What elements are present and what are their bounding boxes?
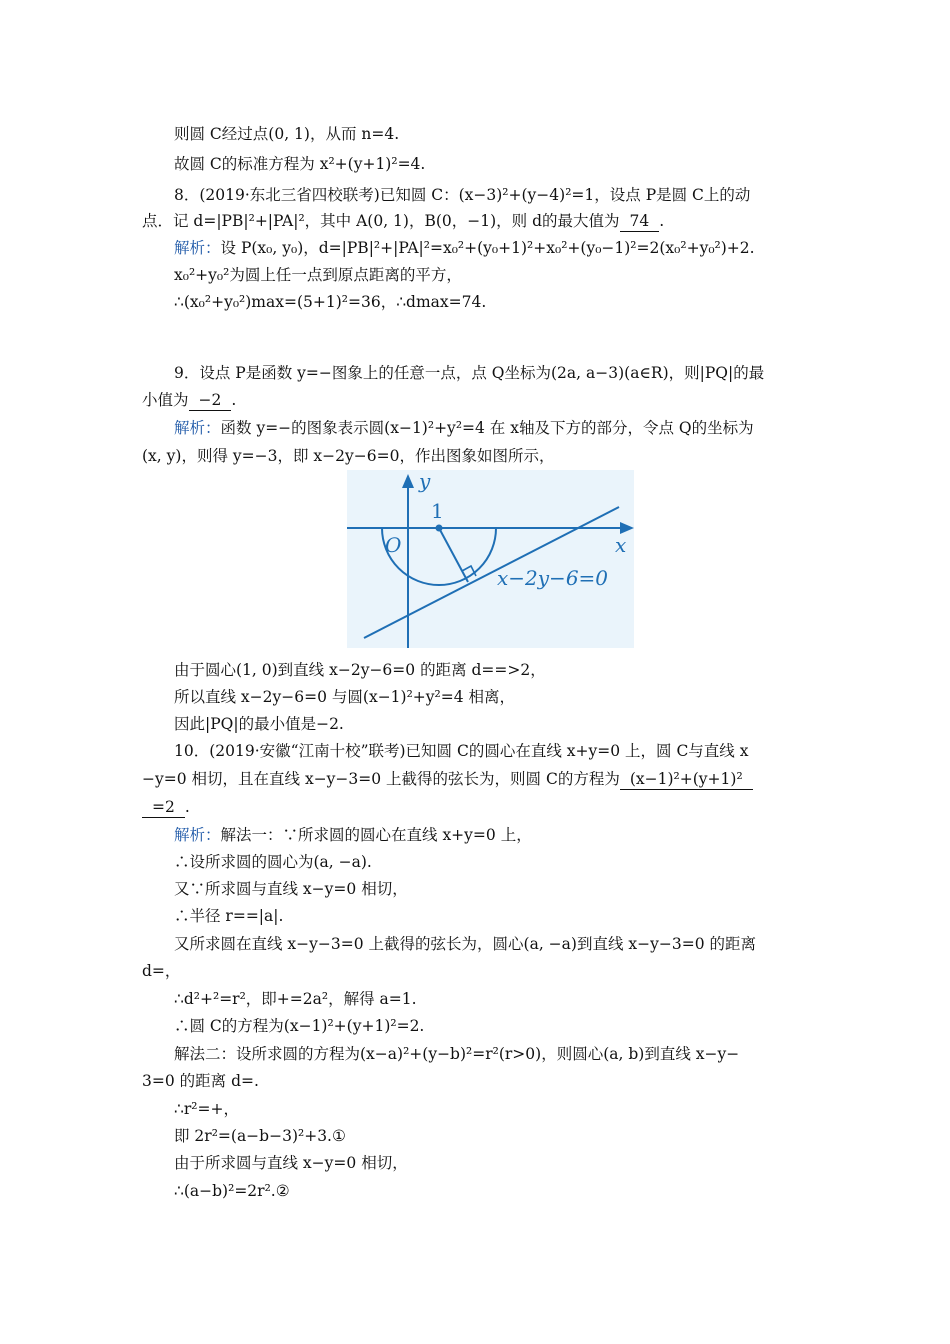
y-axis-label: y [419,470,431,493]
text-line [174,1016,424,1036]
text-line [174,363,764,383]
text-line [174,1044,739,1064]
text-span: ∴圆 C的方程为(x−1)²+(y+1)²=2. [174,1017,425,1035]
text-line [142,961,180,981]
line-equation-label: x−2y−6=0 [497,566,609,590]
text-span: 解法一：∵所求圆的圆心在直线 x+y=0 上， [220,826,532,844]
text-span: 设 P(x₀, y₀)，d=|PB|²+|PA|²=x₀²+(y₀+1)²+x₀²+(y₀−1)²=2(x₀²+y₀²)+2. [220,239,755,257]
text-span: ∴(a−b)²=2r².② [174,1182,290,1200]
text-line [142,797,190,818]
text-span: 由于所求圆与直线 x−y=0 相切， [174,1154,408,1172]
text-span: 由于圆心(1, 0)到直线 x−2y−6=0 的距离 d==>2， [174,661,546,679]
text-span: 10．(2019·安徽“江南十校”联考)已知圆 C的圆心在直线 x+y=0 上，圆 C与直线 x [174,742,749,760]
text-line [174,879,408,899]
text-span: . [659,212,665,230]
text-span: 小值为 [142,391,189,409]
text-line [142,390,236,411]
text-span: ∴d²+²=r²，即+=2a²，解得 a=1. [174,990,417,1008]
text-span: d=， [142,962,181,980]
text-line [174,1126,346,1146]
text-span: 又所求圆在直线 x−y−3=0 上截得的弦长为，圆心(a, −a)到直线 x−y−3=0 的距离 [174,935,756,953]
text-line [174,660,546,680]
text-span: 9．设点 P是函数 y=−图象上的任意一点，点 Q坐标为(2a, a−3)(a∈R)，则|PQ|的最 [174,364,765,382]
text-span: . [231,391,237,409]
answer-blank: (x−1)²+(y+1)² [620,769,753,790]
answer-blank: 74 [620,211,660,232]
text-line [174,825,532,845]
text-span: ∴设所求圆的圆心为(a, −a). [174,853,372,871]
text-line [142,446,554,466]
text-span: (x, y)，则得 y=−3，即 x−2y−6=0，作出图象如图所示， [142,447,555,465]
text-line [174,714,344,734]
text-span: 8．(2019·东北三省四校联考)已知圆 C：(x−3)²+(y−4)²=1，设点 P是圆 C上的动 [174,186,751,204]
center-label: 1 [431,499,444,523]
circle-line-figure [347,470,634,648]
analysis-label: 解析： [174,826,221,844]
text-line [174,687,515,707]
text-line [142,211,664,232]
text-span: 点．记 d=|PB|²+|PA|²，其中 A(0, 1)，B(0，−1)，则 d的最大值为 [142,212,620,230]
text-span: 则圆 C经过点(0, 1)，从而 n=4. [174,125,400,143]
text-span: 解法二：设所求圆的方程为(x−a)²+(y−b)²=r²(r>0)，则圆心(a, b)到直线 x−y− [174,1045,740,1063]
text-line [142,1071,259,1091]
text-line [174,124,399,144]
text-line [174,1181,290,1201]
answer-blank: =2 [142,797,185,818]
text-line [174,1153,408,1173]
text-span: 故圆 C的标准方程为 x²+(y+1)²=4. [174,155,426,173]
text-line [142,769,753,790]
text-span: ∴r²=+， [174,1100,239,1118]
text-span: ∴半径 r==|a|. [174,907,284,925]
x-axis-label: x [615,533,627,557]
text-span: 又∵所求圆与直线 x−y=0 相切， [174,880,408,898]
text-line [174,185,750,205]
text-span: 所以直线 x−2y−6=0 与圆(x−1)²+y²=4 相离， [174,688,516,706]
text-line [174,934,756,954]
text-line [174,292,486,312]
text-span: x₀²+y₀²为圆上任一点到原点距离的平方， [174,266,462,284]
origin-label: O [385,533,402,557]
text-line [174,1099,239,1119]
analysis-label: 解析： [174,239,221,257]
text-span: ∴(x₀²+y₀²)max=(5+1)²=36，∴dmax=74. [174,293,487,311]
text-line [174,418,754,438]
text-span: −y=0 相切，且在直线 x−y−3=0 上截得的弦长为，则圆 C的方程为 [142,770,620,788]
text-line [174,238,755,258]
text-span: 因此|PQ|的最小值是−2. [174,715,344,733]
text-span: 函数 y=−的图象表示圆(x−1)²+y²=4 在 x轴及下方的部分，令点 Q的坐标为 [220,419,754,437]
text-line [174,906,283,926]
text-line [174,265,462,285]
analysis-label: 解析： [174,419,221,437]
text-span: . [184,798,190,816]
text-line [174,852,372,872]
text-span: 即 2r²=(a−b−3)²+3.① [174,1127,346,1145]
text-line [174,154,425,174]
answer-blank: −2 [189,390,232,411]
text-line [174,989,417,1009]
text-span: 3=0 的距离 d=. [142,1072,259,1090]
text-line [174,741,748,761]
